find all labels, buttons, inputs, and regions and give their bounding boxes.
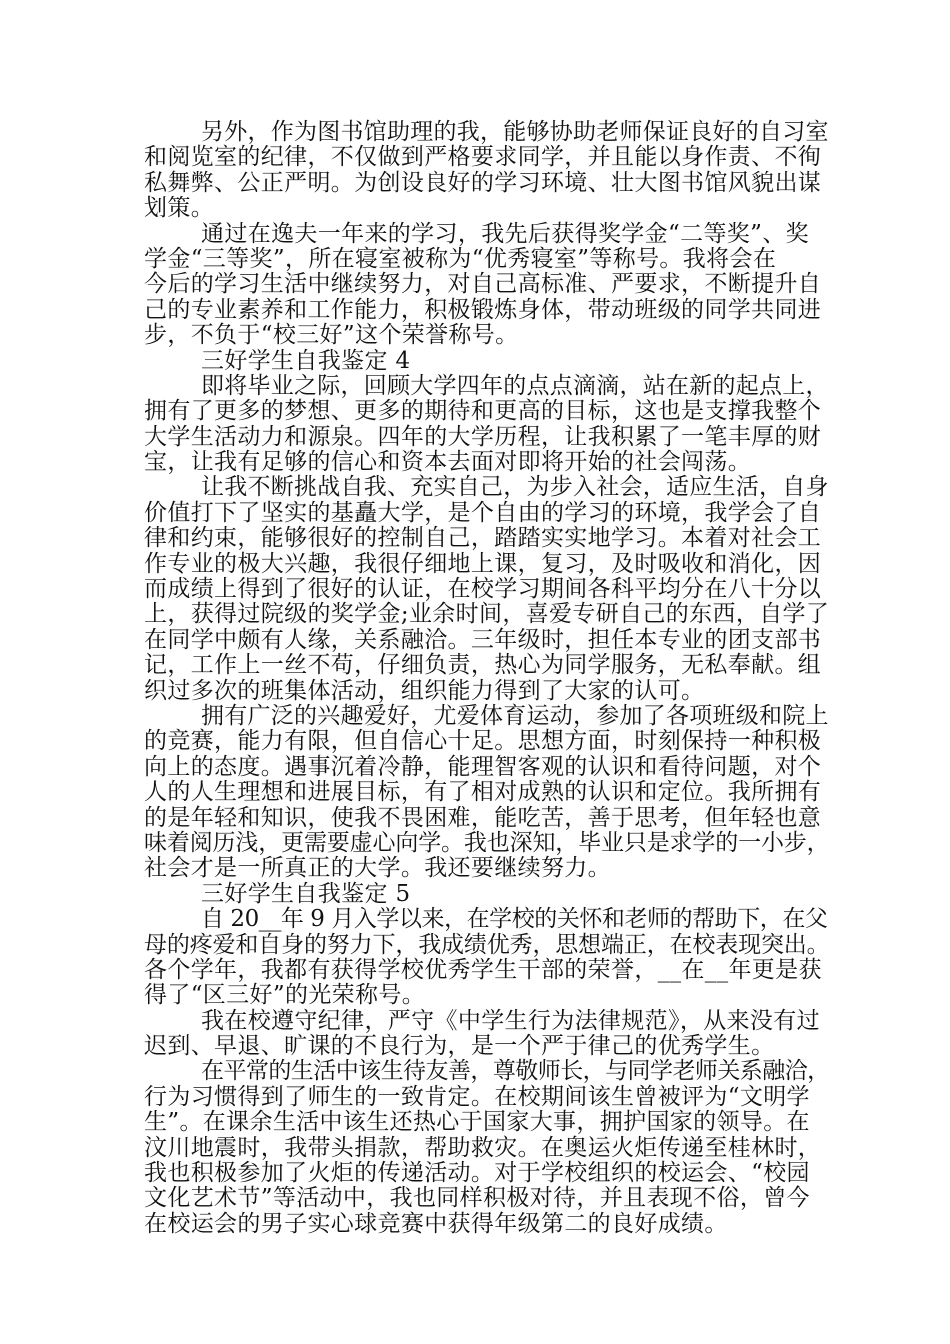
body-text-line: 己的专业素养和工作能力，积极锻炼身体，带动班级的同学共同进	[144, 296, 822, 323]
body-text-line: 今后的学习生活中继续努力，对自己高标准、严要求，不断提升自	[144, 271, 822, 298]
body-text-line: 我也积极参加了火炬的传递活动。对于学校组织的校运会、“校园	[144, 1160, 810, 1187]
body-text-line: 即将毕业之际，回顾大学四年的点点滴滴，站在新的起点上，	[201, 372, 829, 399]
document-page	[144, 119, 830, 1237]
body-text-line: 在校运会的男子实心球竞赛中获得年级第二的良好成绩。	[144, 1210, 728, 1237]
body-text-line: 生”。在课余生活中该生还热心于国家大事，拥护国家的领导。在	[144, 1109, 810, 1136]
body-text-line: 拥有了更多的梦想、更多的期待和更高的目标，这也是支撑我整个	[144, 398, 822, 425]
body-text-line: 拥有广泛的兴趣爱好，尤爱体育运动，参加了各项班级和院上	[201, 702, 829, 729]
body-text-line: 私舞弊、公正严明。为创设良好的学习环境、壮大图书馆风貌出谋	[144, 169, 822, 196]
body-text-line: 而成绩上得到了很好的认证，在校学习期间各科平均分在八十分以	[144, 576, 822, 603]
body-text-line: 在平常的生活中该生待友善，尊敬师长，与同学老师关系融洽，	[201, 1058, 830, 1085]
body-text-line: 得了“区三好”的光荣称号。	[144, 982, 426, 1009]
body-text-line: 宝，让我有足够的信心和资本去面对即将开始的社会闯荡。	[144, 449, 752, 476]
body-text-line: 母的疼爱和自身的努力下，我成绩优秀，思想端正，在校表现突出。	[144, 931, 830, 958]
body-text-line: 人的人生理想和进展目标，有了相对成熟的认识和定位。我所拥有	[144, 779, 822, 806]
body-text-line: 让我不断挑战自我、充实自己，为步入社会，适应生活，自身	[201, 474, 829, 501]
body-text-line: 在同学中颇有人缘，关系融洽。三年级时，担任本专业的团支部书	[144, 626, 822, 653]
body-text-line: 划策。	[144, 195, 215, 222]
body-text-line: 社会才是一所真正的大学。我还要继续努力。	[144, 855, 611, 882]
body-text-line: 步，不负于“校三好”这个荣誉称号。	[144, 322, 519, 349]
body-text-line: 织过多次的班集体活动，组织能力得到了大家的认可。	[144, 677, 705, 704]
body-text-line: 汶川地震时，我带头捐款，帮助救灾。在奥运火炬传递至桂林时，	[144, 1134, 822, 1161]
body-text-line: 向上的态度。遇事沉着冷静，能理智客观的认识和看待问题，对个	[144, 753, 822, 780]
body-text-line: 学金“三等奖”，所在寝室被称为“优秀寝室”等称号。我将会在	[144, 245, 777, 272]
section-heading: 三好学生自我鉴定 5	[201, 880, 411, 907]
body-text-line: 价值打下了坚实的基矗大学，是个自由的学习的环境，我学会了自	[144, 499, 822, 526]
body-text-line: 律和约束，能够很好的控制自己，踏踏实实地学习。本着对社会工	[144, 525, 822, 552]
body-text-line: 文化艺术节”等活动中，我也同样积极对待，并且表现不俗，曾今	[144, 1185, 810, 1212]
body-text-line: 通过在逸夫一年来的学习，我先后获得奖学金“二等奖”、奖	[201, 220, 809, 247]
body-text-line: 各个学年，我都有获得学校优秀学生干部的荣誉，__在__年更是获	[144, 956, 822, 983]
body-text-line: 行为习惯得到了师生的一致肯定。在校期间该生曾被评为“文明学	[144, 1083, 810, 1110]
body-text-line: 的是年轻和知识，使我不畏困难，能吃苦，善于思考，但年轻也意	[144, 804, 822, 831]
body-text-line: 记，工作上一丝不苟，仔细负责，热心为同学服务，无私奉献。组	[144, 652, 822, 679]
body-text-line: 另外，作为图书馆助理的我，能够协助老师保证良好的自习室	[201, 119, 829, 145]
body-text-line: 作专业的极大兴趣，我很仔细地上课，复习，及时吸收和消化，因	[144, 550, 822, 577]
body-text-line: 迟到、早退、旷课的不良行为，是一个严于律己的优秀学生。	[144, 1033, 775, 1060]
body-text-line: 大学生活动力和源泉。四年的大学历程，让我积累了一笔丰厚的财	[144, 423, 822, 450]
section-heading: 三好学生自我鉴定 4	[201, 347, 411, 374]
body-text-line: 我在校遵守纪律，严守《中学生行为法律规范》，从来没有过	[201, 1007, 820, 1034]
body-text-line: 味着阅历浅，更需要虚心向学。我也深知，毕业只是求学的一小步，	[144, 829, 830, 856]
body-text-line: 的竞赛，能力有限，但自信心十足。思想方面，时刻保持一种积极	[144, 728, 822, 755]
body-text-line: 自 20__年 9 月入学以来，在学校的关怀和老师的帮助下，在父	[201, 906, 828, 933]
body-text-line: 和阅览室的纪律，不仅做到严格要求同学，并且能以身作责、不徇	[144, 144, 822, 171]
body-text-line: 上，获得过院级的奖学金;业余时间，喜爱专研自己的东西，自学了	[144, 601, 830, 628]
